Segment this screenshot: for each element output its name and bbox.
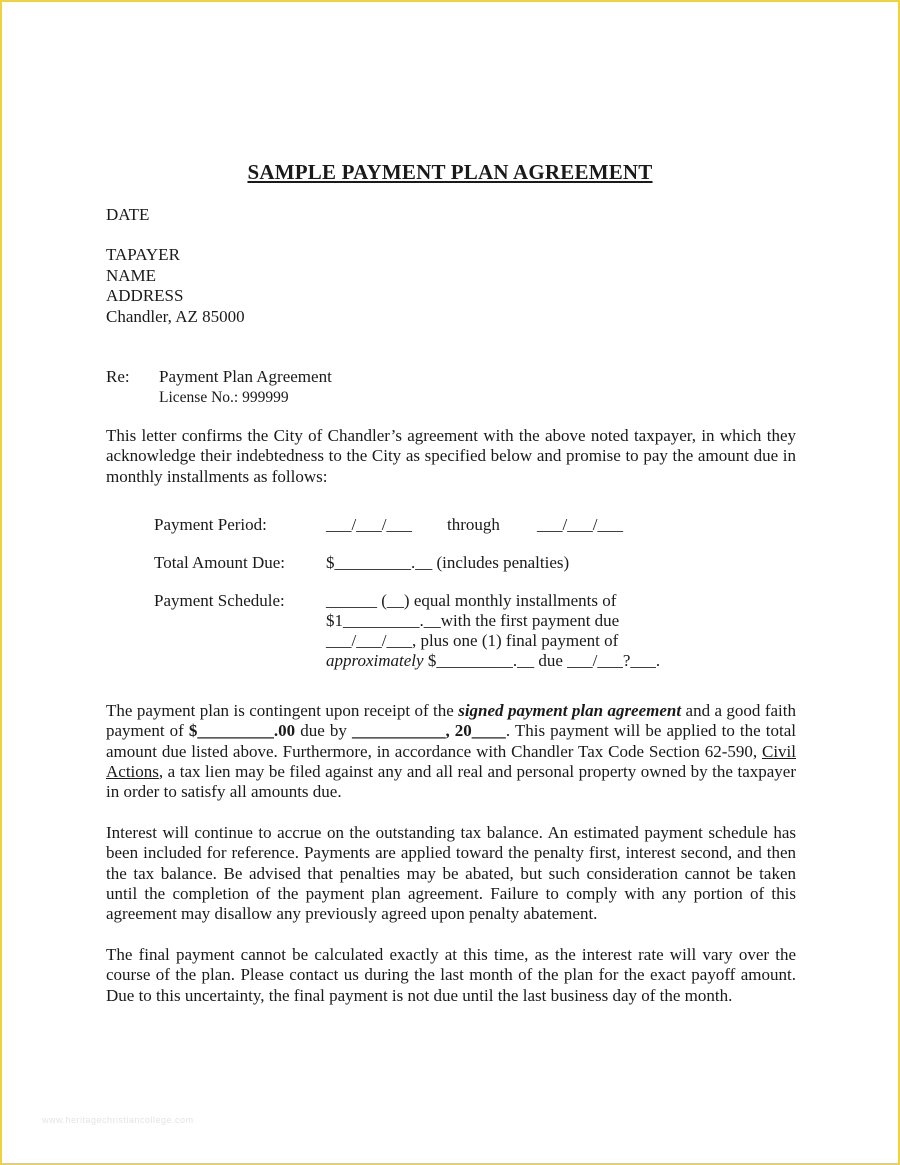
re-label: Re: [106,367,130,386]
interest-paragraph: Interest will continue to accrue on the outstanding tax balance. An estimated payment schedule has been included for reference. Payments are applied toward the penalty first, interest second, and then the tax balance. Be advised that penalties may be abated, but such consideration cannot be taken until the completion of the payment plan agreement. Failure to comply with any portion of this agreement may disallow any previously agreed upon penalty abatement. [106,823,796,924]
total-amount-label: Total Amount Due: [154,553,286,572]
contingency-text-1: The payment plan is contingent upon receipt of the [106,701,459,720]
intro-paragraph: This letter confirms the City of Chandler’s agreement with the above noted taxpayer, in which they acknowledge their indebtedness to the City as specified below and promise to pay the amount due in monthly installments as follows: [106,426,796,486]
contingency-text-2: and a good faith payment of [106,701,796,741]
address-block [106,245,245,327]
payment-schedule-value [326,591,660,671]
address-line-name: NAME [106,265,157,285]
contingency-text-5: , a tax lien may be filed against any and all real and personal property owned by the taxpayer in order to satisfy all amounts due. [106,761,796,802]
schedule-line-installments: ______ (__) equal monthly installments of [326,591,617,610]
address-line-taxpayer: TAPAYER [106,245,180,264]
schedule-approximately: approximately [326,651,424,670]
date-field: DATE [106,205,150,224]
watermark: www.heritagechristiancollege.com [42,1115,194,1125]
final-payment-paragraph: The final payment cannot be calculated exactly at this time, as the interest rate will vary over the course of the plan. Please contact us during the last month of the plan for the exact payoff amount. Due to this uncertainty, the final payment is not due until the last business day of the month. [106,945,796,1005]
faith-payment-due-date: ___________, 20____ [351,721,506,741]
schedule-approximate-amount: $_________.__ due ___/___?___. [423,651,661,670]
re-license: License No.: 999999 [159,388,289,406]
re-subject: Payment Plan Agreement [159,367,332,386]
address-line-address: ADDRESS [106,286,184,305]
address-line-city: Chandler, AZ 85000 [106,306,245,326]
contingency-text-4: . This payment will be applied to the total amount due listed above. Furthermore, in accordance with Chandler Tax Code Section 62-590, [106,721,796,761]
civil-actions-reference: Civil Actions [106,741,796,781]
contingency-text-3: due by [295,721,352,741]
payment-period-end: ___/___/___ [537,515,623,534]
total-amount-value: $_________.__ (includes penalties) [326,553,570,572]
payment-period-label: Payment Period: [154,515,267,534]
document-title: SAMPLE PAYMENT PLAN AGREEMENT [247,160,653,184]
contingency-paragraph [106,701,796,802]
schedule-line-approximate [326,651,660,671]
payment-schedule-label: Payment Schedule: [154,591,285,610]
payment-period-start: ___/___/___ [326,515,412,534]
payment-period-through: through [447,515,500,534]
schedule-line-first-payment: $1_________.__with the first payment due [326,611,620,630]
schedule-line-final-payment: ___/___/___, plus one (1) final payment of [326,631,619,650]
signed-agreement-emphasis: signed payment plan agreement [458,701,682,720]
faith-payment-amount: $_________.00 [188,721,296,741]
